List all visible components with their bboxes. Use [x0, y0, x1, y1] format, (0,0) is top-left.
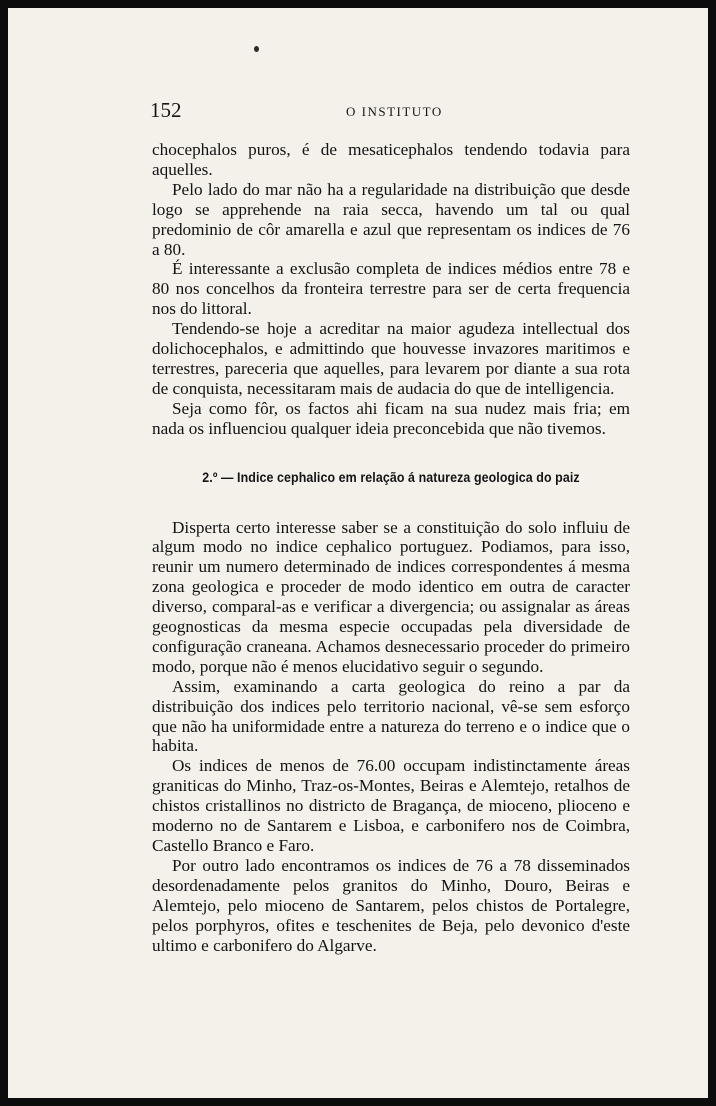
paragraph: Pelo lado do mar não ha a regularidade na distribuição que desde logo se apprehende na raia secca, havendo um tal ou qual predominio de côr amarella e azul que representam os indices de 76 a 80. — [152, 179, 630, 259]
paragraph: Disperta certo interesse saber se a constituição do solo influiu de algum modo no indice cephalico portuguez. Podiamos, para isso, reunir um numero determinado de indices correspondentes á mesma zona geologica e proceder de modo identico em outra de caracter diverso, comparal-as e verificar a divergencia; ou assignalar as áreas geognosticas da mesma especie occupadas pela diversidade de configuração craneana. Achamos desnecessario proceder do primeiro modo, porque não é menos elucidativo seguir o segundo. — [152, 517, 630, 676]
paragraph: Tendendo-se hoje a acreditar na maior agudeza intellectual dos dolichocephalos, e admittindo que houvesse invazores maritimos e terrestres, pareceria que aquelles, para levarem por diante a sua rota de conquista, necessitaram mais de audacia do que de intelligencia. — [152, 319, 630, 398]
section-heading: 2.º — Indice cephalico em relação á natureza geologica do paiz — [202, 469, 580, 485]
paragraph: Por outro lado encontramos os indices de 76 a 78 disseminados desordenadamente pelos granitos do Minho, Douro, Beiras e Alemtejo, pelo mioceno de Santarem, pelos chistos de Portalegre, pelos porphyros, ofites e teschenites de Beja, pelo devonico d'este ultimo e carbonifero do Algarve. — [152, 855, 630, 955]
running-title: O INSTITUTO — [346, 104, 443, 119]
running-head — [150, 96, 630, 126]
paragraph: chocephalos puros, é de mesaticephalos tendendo todavia para aquelles. — [152, 140, 630, 179]
body-text — [152, 140, 630, 955]
paragraph: Seja como fôr, os factos ahi ficam na sua nudez mais fria; em nada os influenciou qualquer ideia preconcebida que não tivemos. — [152, 398, 630, 438]
ink-spot — [254, 46, 259, 52]
paragraph: É interessante a exclusão completa de indices médios entre 78 e 80 nos concelhos da fronteira terrestre para ser de certa frequencia nos do littoral. — [152, 259, 630, 319]
paragraph: Os indices de menos de 76.00 occupam indistinctamente áreas graniticas do Minho, Traz-os-Montes, Beiras e Alemtejo, retalhos de chistos cristallinos no districto de Bragança, de mioceno, plioceno e moderno no de Santarem e Lisboa, e carbonifero nos de Coimbra, Castello Branco e Faro. — [152, 756, 630, 855]
page-number: 152 — [150, 98, 182, 122]
book-page — [8, 8, 708, 1098]
paragraph: Assim, examinando a carta geologica do reino a par da distribuição dos indices pelo territorio nacional, vê-se sem esforço que não ha uniformidade entre a natureza do terreno e o indice que o habita. — [152, 676, 630, 756]
